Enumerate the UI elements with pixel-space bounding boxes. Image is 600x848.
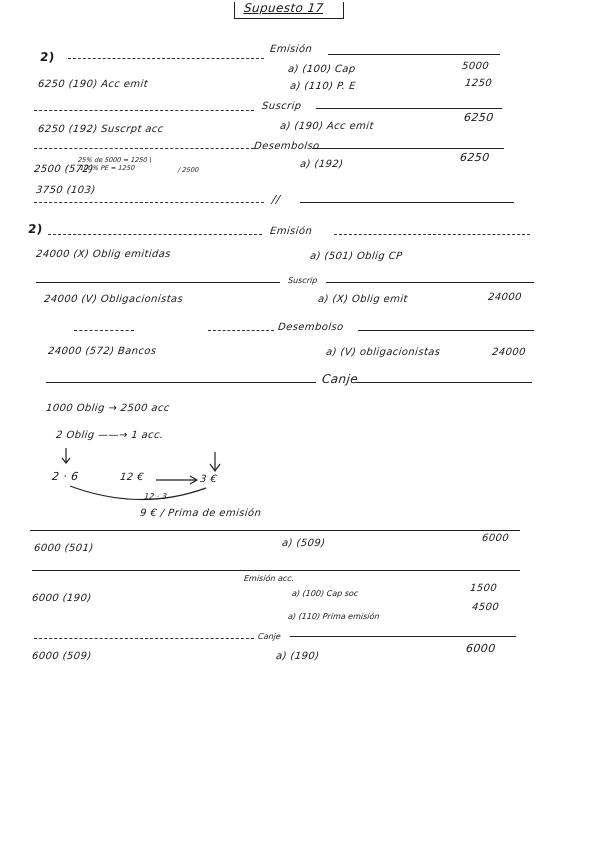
- s1-suscrip-header: Suscrip: [261, 101, 303, 112]
- s2-canje-header: Canje: [321, 372, 359, 386]
- s1-desembolso-note-2: 100% PE = 1250: [79, 164, 136, 172]
- divider: [32, 570, 520, 571]
- s2-canje-final-credit: a) (190): [275, 651, 320, 662]
- s1-suscrip-debit: 6250 (192) Suscrpt acc: [37, 124, 165, 135]
- s1-desembolso-header: Desembolso: [253, 141, 321, 152]
- s1-desembolso-amount: 6250: [459, 151, 491, 164]
- s1-desembolso-credit: a) (192): [299, 159, 344, 170]
- s2-canje-line-1: 1000 Oblig → 2500 acc: [45, 403, 171, 414]
- s2-pe-amount: 6000: [481, 533, 510, 544]
- s2-emision-acc-header: Emisión acc.: [243, 574, 295, 583]
- section-1-number: 2): [39, 50, 56, 64]
- s1-suscrip-amount: 6250: [463, 111, 495, 124]
- s2-emision-credit: a) (501) Oblig CP: [309, 251, 403, 262]
- s1-desembolso-note-1: 25% de 5000 = 1250 \: [77, 156, 153, 164]
- s1-emision-amount-1: 5000: [461, 61, 490, 72]
- s1-emision-amount-2: 1250: [464, 78, 493, 89]
- s2-suscrip-header: Suscrip: [287, 276, 318, 285]
- section-2-number: 2): [27, 222, 44, 236]
- s1-emision-credit-1: a) (100) Cap: [287, 64, 357, 75]
- s1-suscrip-credit: a) (190) Acc emit: [279, 121, 375, 132]
- s2-canje-line-3-right: 3 €: [199, 474, 218, 485]
- s1-emision-debit: 6250 (190) Acc emit: [37, 79, 149, 90]
- page-title: Supuesto 17: [243, 1, 325, 15]
- s2-desembolso-amount: 24000: [491, 347, 527, 358]
- s2-canje-line-3-left: 2 · 6: [51, 470, 80, 483]
- s1-desembolso-note-total: / 2500: [177, 166, 200, 174]
- s1-desembolso-debit-2: 3750 (103): [35, 185, 97, 196]
- s2-pe-header: 9 € / Prima de emisión: [139, 508, 262, 519]
- s1-emision-header: Emisión: [269, 44, 313, 55]
- s2-desembolso-debit: 24000 (572) Bancos: [47, 346, 157, 357]
- s2-emision-acc-amount-1: 1500: [469, 583, 498, 594]
- s2-pe-credit: a) (509): [281, 538, 326, 549]
- s2-emision-acc-credit-2: a) (110) Prima emisión: [287, 612, 380, 621]
- divider: [290, 636, 516, 637]
- s2-suscrip-amount: 24000: [487, 292, 523, 303]
- s2-pe-debit: 6000 (501): [33, 543, 95, 554]
- s2-canje-line-3-mid: 12 €: [119, 472, 145, 483]
- s2-canje-line-3-bottom: 12 · 3: [143, 492, 168, 501]
- s2-emision-header: Emisión: [269, 226, 313, 237]
- s2-suscrip-debit: 24000 (V) Obligacionistas: [43, 294, 184, 305]
- s2-emision-acc-credit-1: a) (100) Cap soc: [291, 589, 359, 598]
- s2-canje-final-debit: 6000 (509): [31, 651, 93, 662]
- s2-emision-debit: 24000 (X) Oblig emitidas: [35, 249, 172, 260]
- s1-emision-credit-2: a) (110) P. E: [289, 81, 357, 92]
- divider: [34, 638, 254, 639]
- s2-canje-final-amount: 6000: [465, 642, 497, 655]
- s2-canje-final-header: Canje: [257, 632, 282, 641]
- s2-canje-line-2: 2 Oblig ——→ 1 acc.: [55, 430, 165, 441]
- s2-suscrip-credit: a) (X) Oblig emit: [317, 294, 409, 305]
- divider: [30, 530, 520, 531]
- slash-marks-icon: //: [271, 193, 281, 206]
- s2-desembolso-credit: a) (V) obligacionistas: [325, 347, 441, 358]
- s2-emision-acc-amount-2: 4500: [471, 602, 500, 613]
- s2-desembolso-header: Desembolso: [277, 322, 345, 333]
- s1-desembolso-debit: 2500 (572): [33, 164, 95, 175]
- s2-emision-acc-debit: 6000 (190): [31, 593, 93, 604]
